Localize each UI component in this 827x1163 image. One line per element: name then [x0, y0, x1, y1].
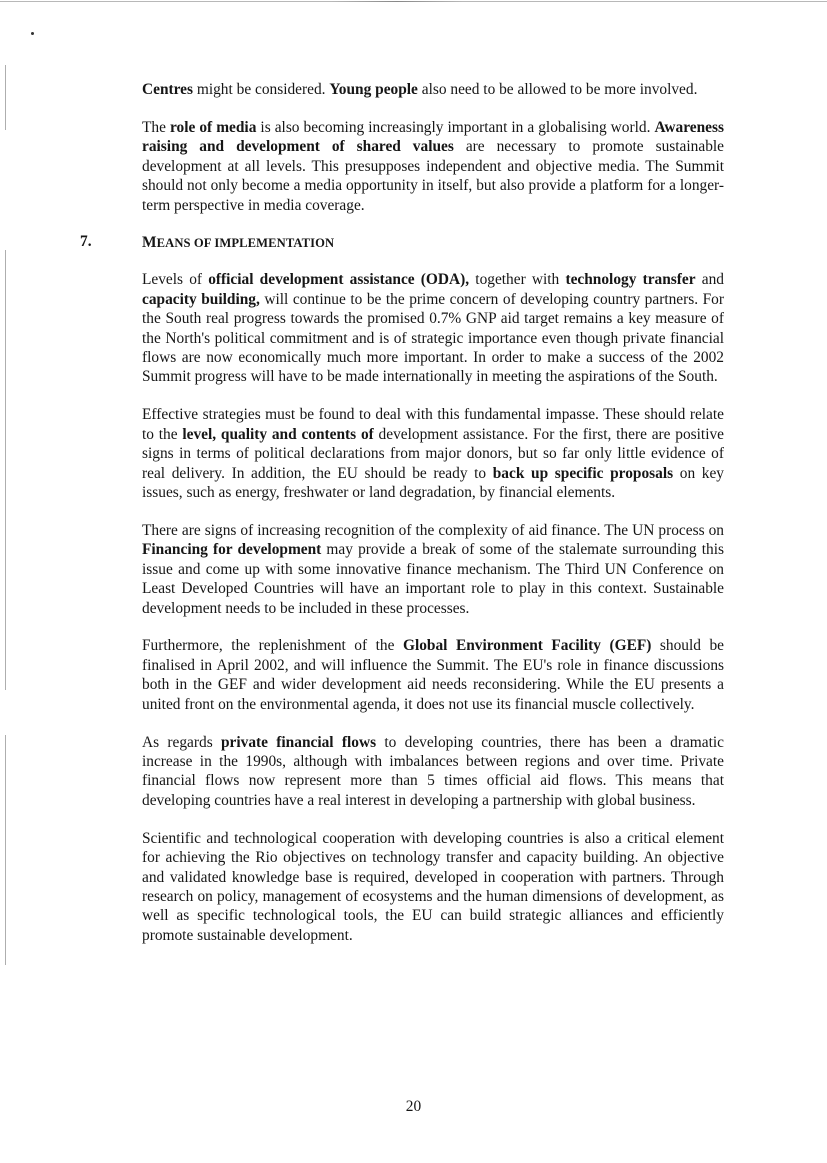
binder-mark [5, 65, 6, 130]
section-title: MEANS OF IMPLEMENTATION [142, 234, 335, 252]
paragraph: Furthermore, the replenishment of the Global Environment Facility (GEF) should be finalised in April 2002, and will influence the Summit. The EU's role in finance discussions both in the GEF and wider development aid needs reconsidering. While the EU presents a united front on the environmental agenda, it does not use its financial muscle collectively. [142, 637, 724, 713]
document-body [80, 80, 724, 964]
paragraph: There are signs of increasing recognition of the complexity of aid finance. The UN process on Financing for development may provide a break of some of the stalemate surrounding this issue and come up with some innovative finance mechanism. The Third UN Conference on Least Developed Countries will have an important role to play in this context. Sustainable development needs to be included in these processes. [142, 521, 724, 617]
paragraph: Centres might be considered. Young people also need to be allowed to be more involved. [142, 81, 698, 98]
binder-mark [5, 250, 6, 690]
scan-edge-line [0, 1, 827, 2]
paragraph: Levels of official development assistance (ODA), together with technology transfer and capacity building, will continue to be the prime concern of developing country partners. For the South real progress towards the promised 0.7% GNP aid target remains a key measure of the North's political commitment and is of strategic importance even though private financial flows are now economically much more important. In order to make a success of the 2002 Summit progress will have to be made internationally in meeting the aspirations of the South. [142, 271, 724, 386]
section-number: 7. [80, 233, 92, 251]
paragraph: Scientific and technological cooperation with developing countries is also a critical element for achieving the Rio objectives on technology transfer and capacity building. An objective and validated knowledge base is required, developed in cooperation with partners. Through research on policy, management of ecosystems and the human dimensions of development, as well as specific technological tools, the EU can build strategic alliances and efficiently promote sustainable development. [142, 829, 724, 944]
section-heading [80, 233, 724, 253]
binder-mark [5, 735, 6, 965]
scan-speck [31, 32, 34, 35]
paragraph: As regards private financial flows to developing countries, there has been a dramatic increase in the 1990s, although with imbalances between regions and over time. Private financial flows now represent more than 5 times official aid flows. This means that developing countries have a real interest in developing a partnership with global business. [142, 733, 724, 809]
paragraph: Effective strategies must be found to deal with this fundamental impasse. These should relate to the level, quality and contents of development assistance. For the first, there are positive signs in terms of political declarations from major donors, but so far only little evidence of real delivery. In addition, the EU should be ready to back up specific proposals on key issues, such as energy, freshwater or land degradation, by financial elements. [142, 406, 724, 501]
paragraph: The role of media is also becoming increasingly important in a globalising world. Awareness raising and development of shared values are necessary to promote sustainable development at all levels. This presupposes independent and objective media. The Summit should not only become a media opportunity in itself, but also provide a platform for a longer-term perspective in media coverage. [142, 118, 724, 214]
page-number: 20 [405, 1098, 422, 1115]
